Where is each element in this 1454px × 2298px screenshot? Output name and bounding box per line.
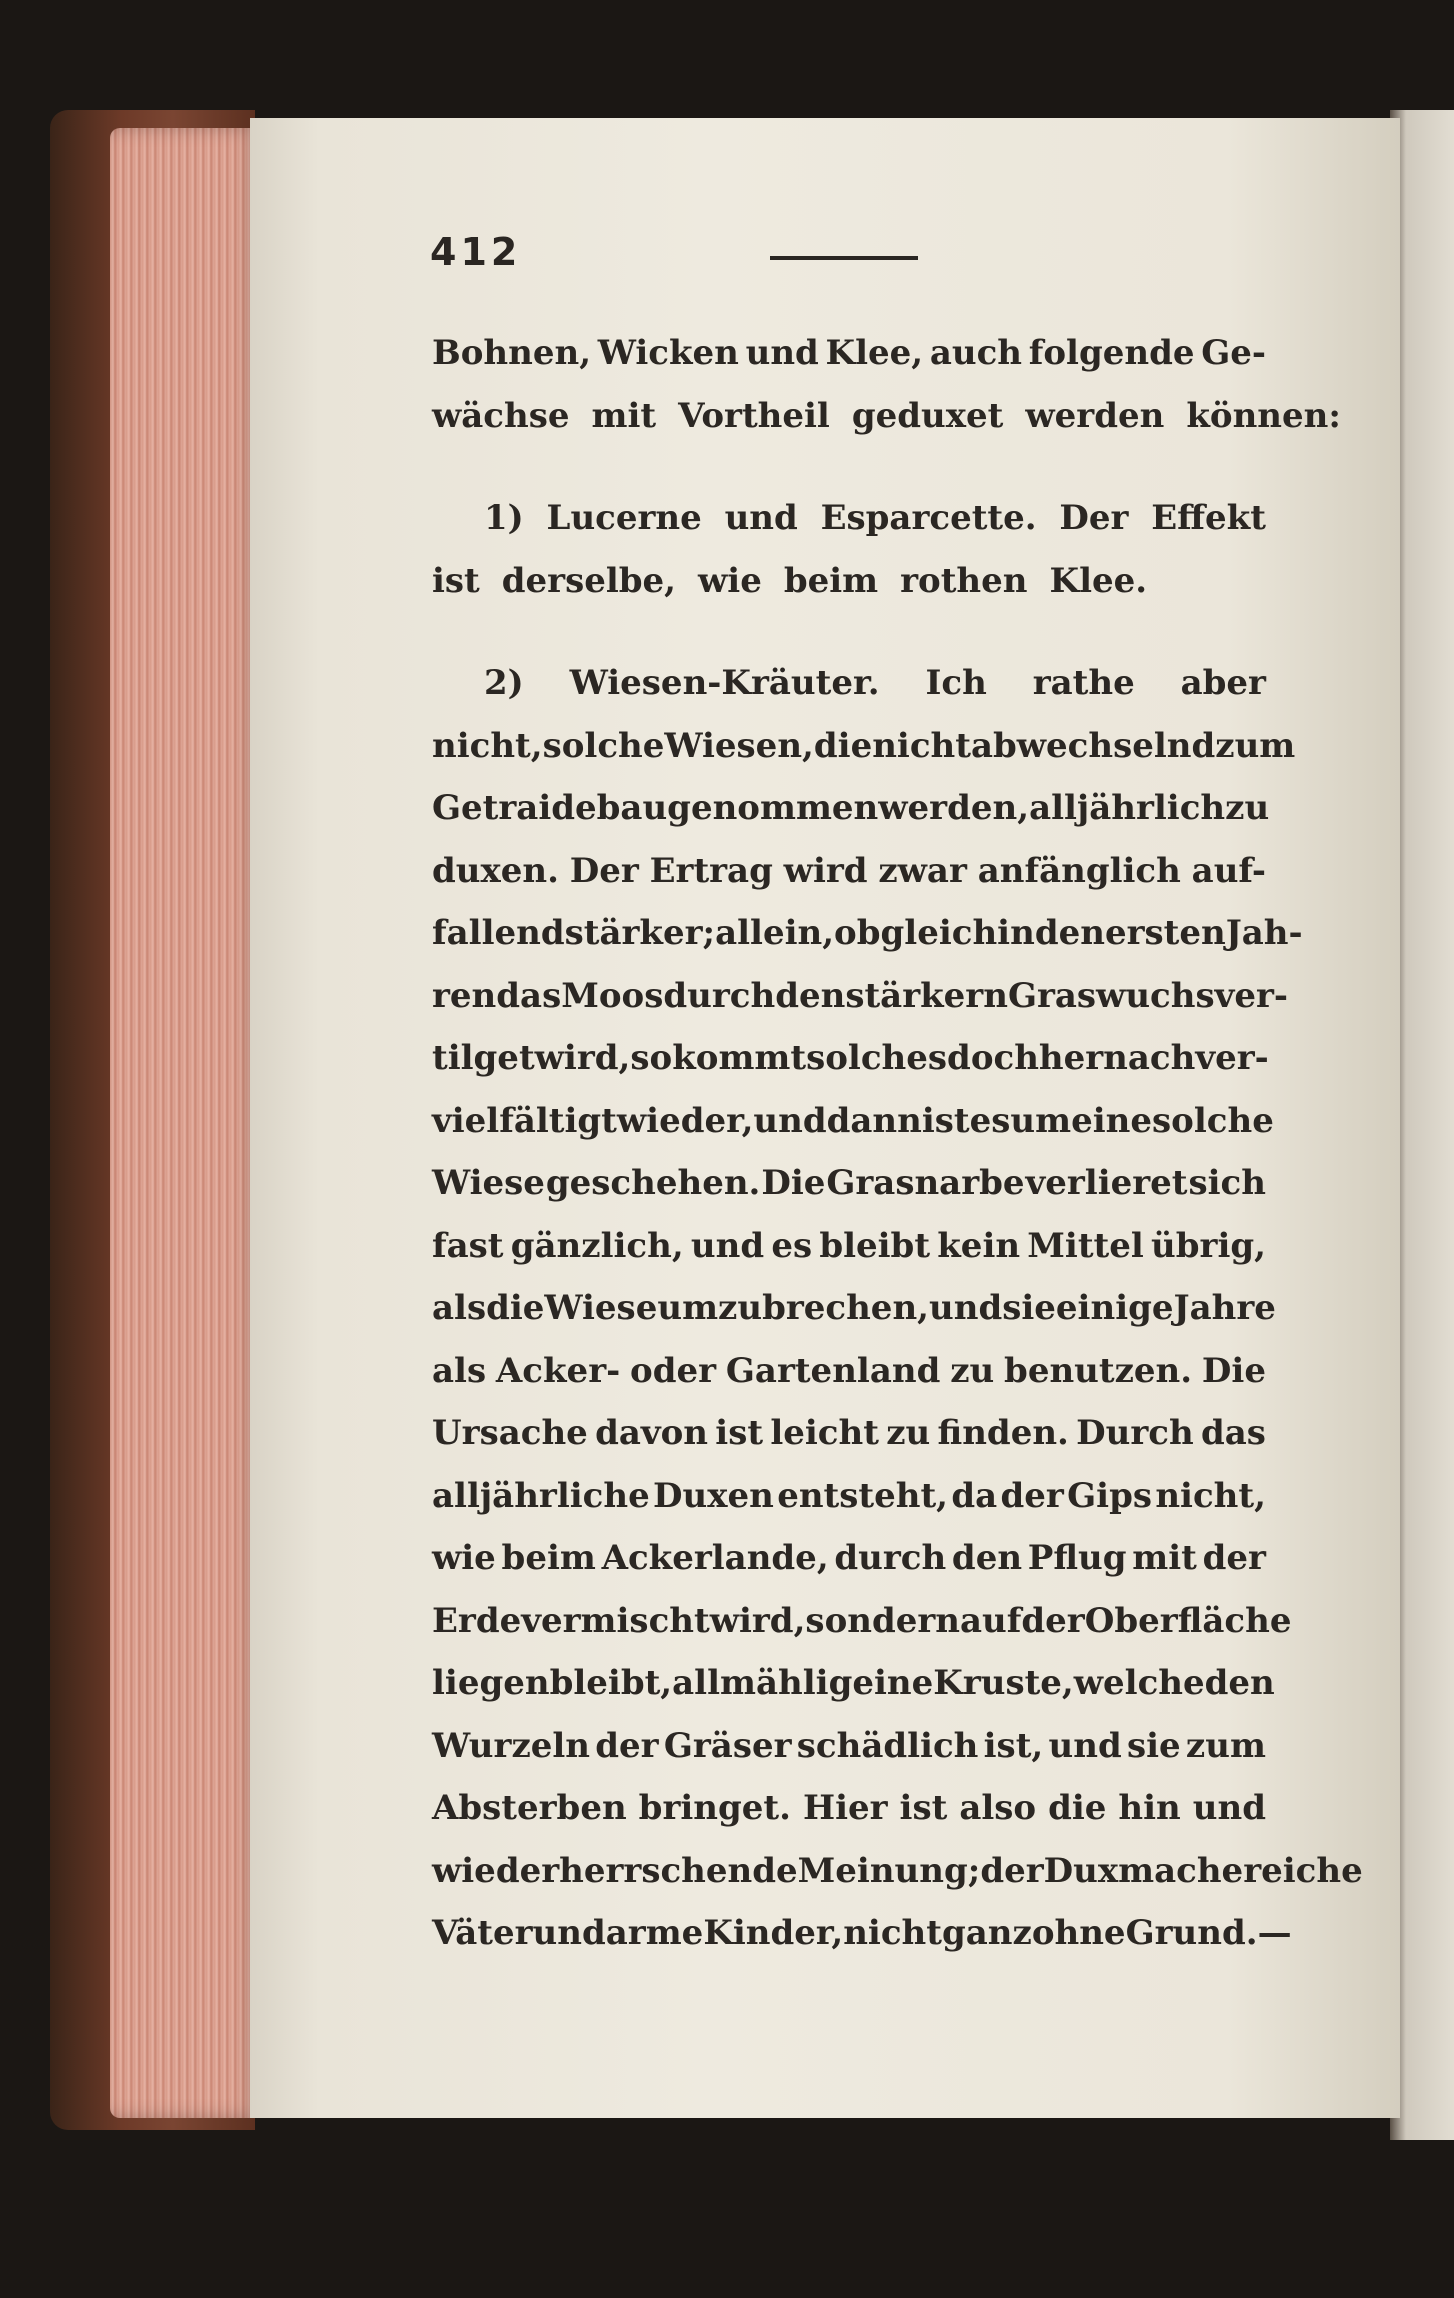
word: Wurzeln [432,1725,591,1766]
word: stärkern [845,975,1008,1016]
word: der [595,1725,659,1766]
word: Der [569,850,639,891]
word: Wiesen-Kräuter. [569,663,880,703]
text-line [432,1652,1275,1715]
word: Gips [1067,1475,1152,1516]
word: beim [783,560,879,601]
word: dann [826,1100,922,1141]
word: ohne [1031,1913,1126,1953]
word: ver- [1214,975,1289,1016]
word: Durch [1076,1413,1194,1453]
word: Der [1059,498,1129,538]
word: durch [663,975,776,1016]
word: Kinder, [703,1913,844,1953]
word: zu [1225,788,1270,828]
word: verlieret [1025,1163,1188,1203]
word: stärker; [564,913,716,953]
word: und [745,333,819,373]
word: übrig, [1151,1225,1266,1266]
word: so [630,1038,673,1078]
word: fast [432,1225,504,1266]
word: reiche [1243,1850,1363,1891]
word: den [1034,913,1105,953]
word: und [532,1913,606,1953]
word: und [1192,1788,1266,1828]
word: herrschende [559,1850,798,1891]
word: Getraidebau [432,788,668,828]
word: Moos [561,975,664,1016]
word: vielfältigt [432,1100,617,1141]
paragraph-gap [432,447,1266,487]
word: Absterben [432,1788,627,1828]
word: Ackerlande, [601,1538,829,1578]
word: als [432,1350,487,1391]
word: schädlich [796,1725,979,1766]
word: Ertrag [649,850,773,891]
word: die [486,1288,545,1328]
word: sich [1188,1163,1266,1203]
word: Ge- [1201,333,1266,373]
word: bleibt [819,1225,931,1266]
word: also [959,1788,1037,1828]
word: ist [899,1788,948,1828]
word: ist, [983,1725,1044,1766]
word: Mittel [1027,1225,1144,1266]
word: werden [1025,395,1165,436]
word: solches [806,1038,948,1078]
word: das [496,975,562,1016]
word: das [1200,1413,1266,1453]
text-line [432,1590,1292,1653]
word: zwar [878,850,967,891]
word: können: [1186,395,1341,436]
word: welche [1073,1663,1205,1703]
text-line [432,1277,1276,1340]
word: wird, [534,1038,631,1078]
word: den [1204,1663,1275,1703]
word: und [690,1225,765,1266]
word: Graswuchs [1007,975,1215,1016]
word: sie [1002,1288,1056,1328]
word: obgleich [834,913,998,953]
word: auf [960,1600,1022,1641]
word: Hier [802,1788,888,1828]
word: Jahre [1173,1288,1276,1328]
text-line [432,777,1270,840]
text-line [432,322,1266,385]
page-body-text [432,322,1363,1965]
word: wie [432,1538,496,1578]
word: bleibt, [549,1663,673,1703]
word: 1) [484,498,524,538]
text-line [432,1777,1266,1840]
word: es [771,1225,813,1266]
page-header [430,230,1260,290]
word: sondern [805,1600,960,1641]
word: entsteht, [777,1475,948,1516]
word: tilget [432,1038,535,1078]
word: umzubrechen, [657,1288,929,1328]
word: Bohnen, [432,333,592,373]
word: davon [595,1413,709,1453]
text-line [432,385,1341,448]
word: wächse [432,395,570,436]
word: allmählig [672,1663,853,1703]
text-line [432,1840,1363,1903]
word: wie [698,560,762,601]
paragraph-gap [432,612,1266,652]
word: zu [950,1350,995,1391]
word: abwechselnd [970,725,1216,766]
text-line [432,715,1296,778]
word: allein, [715,913,835,953]
word: mache [1118,1850,1244,1891]
word: Gräser [663,1725,792,1766]
word: der [980,1850,1044,1891]
text-line [432,1402,1266,1465]
word: folgende [1028,333,1195,373]
word: wird, [709,1600,806,1641]
word: solche [1152,1100,1274,1141]
text-line [432,1465,1266,1528]
text-line [432,1215,1266,1278]
word: kein [937,1225,1021,1266]
word: nicht, [1155,1475,1266,1516]
word: und [724,498,798,538]
word: ersten [1104,913,1226,953]
word: Ursache [432,1413,588,1453]
word: arme [605,1913,704,1953]
word: eine [852,1663,934,1703]
word: fallend [432,913,565,953]
text-line [432,652,1266,715]
word: duxen. [432,850,559,891]
word: anfänglich [977,850,1181,891]
word: leicht [770,1413,879,1453]
word: Die [1201,1350,1266,1391]
word: Gartenland [725,1350,941,1391]
word: Lucerne [546,498,702,538]
text-line [432,1527,1266,1590]
word: hin [1118,1788,1181,1828]
word: auch [929,333,1023,373]
word: Klee. [1049,560,1148,601]
word: der [1202,1538,1266,1578]
word: Väter [432,1913,533,1953]
word: wieder [432,1850,560,1891]
word: zu [886,1413,931,1453]
word: zum [1215,725,1296,766]
word: oder [630,1350,717,1391]
text-line [432,902,1303,965]
word: bringet. [638,1788,791,1828]
word: doch [947,1038,1039,1078]
word: werden, [878,788,1030,828]
word: da [951,1475,998,1516]
word: der [1000,1475,1064,1516]
text-line [432,840,1266,903]
word: Grund. [1125,1913,1258,1953]
word: Duxen [653,1475,774,1516]
page-number: 412 [430,230,522,274]
text-line [432,1152,1266,1215]
word: zum [1185,1725,1266,1766]
word: Ich [925,663,987,703]
word: Wiese [432,1163,545,1203]
word: den [951,1538,1023,1578]
word: Effekt [1151,498,1266,538]
word: Pflug [1027,1538,1127,1578]
word: Esparcette. [820,498,1037,538]
word: als [432,1288,487,1328]
word: rothen [900,560,1028,601]
word: finden. [937,1413,1069,1453]
word: ist [921,1100,970,1141]
word: nicht, [432,725,543,766]
word: Kruste, [933,1663,1074,1703]
word: — [1257,1913,1292,1953]
word: nicht [843,1913,942,1953]
word: geschehen. [545,1163,761,1203]
text-line [432,1340,1266,1403]
word: 2) [484,663,524,703]
word: hernach [1038,1038,1196,1078]
text-line [432,965,1289,1028]
text-line [432,1090,1274,1153]
word: eine [1071,1100,1153,1141]
word: Grasnarbe [826,1163,1025,1203]
word: Wicken [597,333,739,373]
word: nicht [872,725,971,766]
word: Dux [1043,1850,1119,1891]
word: kommt [672,1038,807,1078]
word: benutzen. [1004,1350,1193,1391]
word: sie [1126,1725,1181,1766]
word: mit [591,395,657,436]
word: Erde [432,1600,522,1641]
word: die [1048,1788,1107,1828]
word: ganz [941,1913,1032,1953]
word: derselbe, [501,560,677,601]
word: auf- [1191,850,1266,891]
word: solche [542,725,665,766]
word: die [813,725,873,766]
word: Wiesen, [664,725,814,766]
word: vermischt [521,1600,710,1641]
word: in [997,913,1035,953]
word: und [753,1100,827,1141]
word: geduxet [851,395,1004,436]
text-line [432,1715,1266,1778]
word: Meinung; [797,1850,981,1891]
word: Oberfläche [1084,1600,1292,1641]
word: rathe [1032,663,1135,703]
word: ist [715,1413,764,1453]
word: ver- [1195,1038,1269,1078]
word: um [1010,1100,1072,1141]
word: ist [432,560,480,601]
word: und [929,1288,1003,1328]
header-rule [770,256,918,260]
word: der [1021,1600,1085,1641]
word: wieder, [616,1100,754,1141]
word: Jah- [1225,913,1303,953]
word: den [775,975,846,1016]
word: gänzlich, [510,1225,684,1266]
word: durch [834,1538,947,1578]
word: Vortheil [678,395,830,436]
word: liegen [432,1663,550,1703]
word: Die [761,1163,826,1203]
word: Wiese [544,1288,658,1328]
word: es [969,1100,1011,1141]
word: aber [1180,663,1266,703]
word: wird [783,850,868,891]
word: Klee, [825,333,924,373]
text-line [432,1027,1269,1090]
word: alljährlich [1029,788,1226,828]
word: ren [432,975,497,1016]
word: einige [1055,1288,1174,1328]
word: mit [1132,1538,1197,1578]
text-line [432,1902,1292,1965]
text-line [432,550,1266,613]
word: Acker- [495,1350,621,1391]
word: genommen [667,788,879,828]
page-edges [110,128,260,2118]
text-line [432,487,1266,550]
word: und [1048,1725,1122,1766]
word: alljährliche [432,1475,650,1516]
word: beim [501,1538,596,1578]
